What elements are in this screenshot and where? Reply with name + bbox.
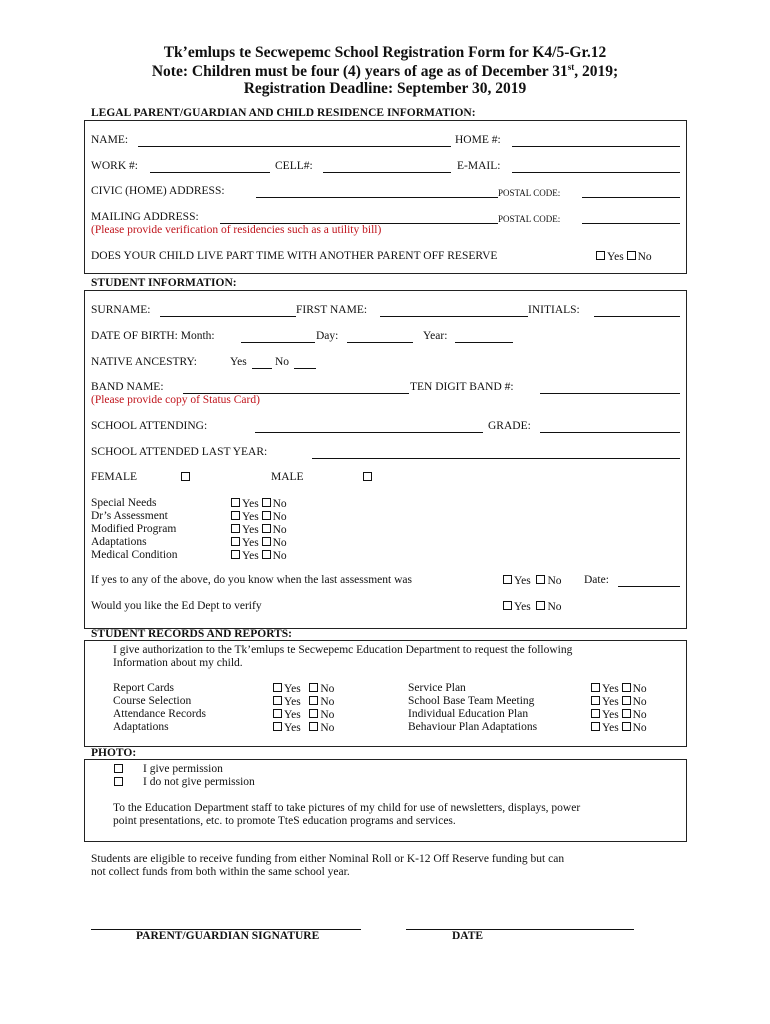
assessment-no-checkbox[interactable] [536, 575, 545, 584]
verify-no-checkbox[interactable] [536, 601, 545, 610]
record-item: School Base Team Meeting [408, 695, 535, 707]
need-label: Special Needs [91, 497, 157, 509]
surname-field[interactable] [160, 316, 296, 317]
band-name-label: BAND NAME: [91, 381, 164, 393]
photo-heading: PHOTO: [91, 747, 137, 759]
record-item: Individual Education Plan [408, 708, 529, 720]
school-attending-label: SCHOOL ATTENDING: [91, 420, 208, 432]
part-time-yes-checkbox[interactable] [596, 251, 605, 260]
date-label: DATE [452, 930, 484, 942]
record-options: Yes No [273, 696, 334, 709]
native-ancestry-label: NATIVE ANCESTRY: [91, 356, 197, 368]
dob-year-label: Year: [423, 330, 448, 342]
male-label: MALE [271, 471, 304, 483]
record-options: Yes No [591, 683, 647, 696]
female-label: FEMALE [91, 471, 137, 483]
school-last-year-label: SCHOOL ATTENDED LAST YEAR: [91, 446, 268, 458]
photo-paragraph: To the Education Department staff to take pictures of my child for use of newsletters, displays, power [113, 802, 581, 814]
iep-no-checkbox[interactable] [622, 709, 631, 718]
postal-code-field-1[interactable] [582, 197, 680, 198]
photo-give-option [114, 764, 125, 777]
photo-decline-option [114, 777, 125, 790]
cell-label: CELL#: [275, 160, 313, 172]
female-checkbox[interactable] [181, 472, 190, 481]
cell-field[interactable] [323, 172, 451, 173]
form-title: Tk’emlups te Secwepemc School Registration Form for K4/5-Gr.12 [163, 44, 607, 61]
first-name-label: FIRST NAME: [296, 304, 368, 316]
male-option [363, 472, 374, 485]
registration-deadline: Registration Deadline: September 30, 2019 [243, 80, 527, 97]
work-phone-field[interactable] [150, 172, 270, 173]
record-options: Yes No [273, 683, 334, 696]
assessment-question: If yes to any of the above, do you know when the last assessment was [91, 574, 412, 586]
record-item: Course Selection [113, 695, 192, 707]
modified-program-yes-checkbox[interactable] [231, 524, 240, 533]
need-label: Adaptations [91, 536, 147, 548]
adaptations-no-checkbox[interactable] [262, 537, 271, 546]
photo-decline-checkbox[interactable] [114, 777, 123, 786]
record-item: Behaviour Plan Adaptations [408, 721, 538, 733]
name-label: NAME: [91, 134, 129, 146]
residency-verification-note: (Please provide verification of residencies such as a utility bill) [91, 224, 382, 236]
native-no-label: No [275, 356, 290, 368]
home-phone-field[interactable] [512, 146, 680, 147]
grade-field[interactable] [540, 432, 680, 433]
record-options: Yes No [591, 709, 647, 722]
work-phone-label: WORK #: [91, 160, 138, 172]
need-options: Yes No [231, 511, 287, 524]
email-field[interactable] [512, 172, 680, 173]
record-item: Adaptations [113, 721, 169, 733]
need-label: Modified Program [91, 523, 177, 535]
special-needs-no-checkbox[interactable] [262, 498, 271, 507]
band-number-label: TEN DIGIT BAND #: [410, 381, 514, 393]
surname-label: SURNAME: [91, 304, 151, 316]
native-yes-field[interactable] [252, 368, 272, 369]
records-heading: STUDENT RECORDS AND REPORTS: [91, 628, 292, 640]
course-selection-yes-checkbox[interactable] [273, 696, 282, 705]
course-selection-no-checkbox[interactable] [309, 696, 318, 705]
special-needs-yes-checkbox[interactable] [231, 498, 240, 507]
verify-options: Yes No [503, 601, 562, 614]
male-checkbox[interactable] [363, 472, 372, 481]
part-time-options: Yes No [596, 251, 652, 264]
verify-question: Would you like the Ed Dept to verify [91, 600, 262, 612]
need-options: Yes No [231, 537, 287, 550]
dob-day-field[interactable] [347, 342, 413, 343]
signature-label: PARENT/GUARDIAN SIGNATURE [136, 930, 320, 942]
assessment-yes-checkbox[interactable] [503, 575, 512, 584]
photo-give-label: I give permission [143, 763, 223, 775]
funding-note: Students are eligible to receive funding from either Nominal Roll or K-12 Off Reserve funding but can [91, 853, 565, 865]
need-options: Yes No [231, 524, 287, 537]
student-heading: STUDENT INFORMATION: [91, 277, 237, 289]
dr-assessment-no-checkbox[interactable] [262, 511, 271, 520]
record-item: Attendance Records [113, 708, 206, 720]
civic-address-field[interactable] [256, 197, 498, 198]
date-line[interactable] [406, 929, 634, 930]
native-yes-label: Yes [230, 356, 247, 368]
part-time-question: DOES YOUR CHILD LIVE PART TIME WITH ANOTHER PARENT OFF RESERVE [91, 250, 498, 262]
postal-code-label-1: POSTAL CODE: [498, 188, 561, 198]
photo-decline-label: I do not give permission [143, 776, 255, 788]
initials-label: INITIALS: [528, 304, 580, 316]
dob-month-label: DATE OF BIRTH: Month: [91, 330, 215, 342]
record-adaptations-no-checkbox[interactable] [309, 722, 318, 731]
verify-yes-checkbox[interactable] [503, 601, 512, 610]
records-authorization: I give authorization to the Tk’emlups te Secwepemc Education Department to request the following [113, 644, 573, 656]
photo-paragraph-2: point presentations, etc. to promote TteS education programs and services. [113, 815, 456, 827]
report-cards-yes-checkbox[interactable] [273, 683, 282, 692]
record-options: Yes No [273, 709, 334, 722]
email-label: E-MAIL: [457, 160, 501, 172]
adaptations-yes-checkbox[interactable] [231, 537, 240, 546]
home-phone-label: HOME #: [455, 134, 501, 146]
mailing-address-label: MAILING ADDRESS: [91, 211, 199, 223]
record-options: Yes No [591, 696, 647, 709]
initials-field[interactable] [594, 316, 680, 317]
need-label: Medical Condition [91, 549, 178, 561]
service-plan-yes-checkbox[interactable] [591, 683, 600, 692]
female-option [181, 472, 192, 485]
school-attending-field[interactable] [255, 432, 483, 433]
name-field[interactable] [138, 146, 451, 147]
funding-note-2: not collect funds from both within the same school year. [91, 866, 350, 878]
medical-condition-yes-checkbox[interactable] [231, 550, 240, 559]
attendance-no-checkbox[interactable] [309, 709, 318, 718]
iep-yes-checkbox[interactable] [591, 709, 600, 718]
civic-address-label: CIVIC (HOME) ADDRESS: [91, 185, 225, 197]
dob-month-field[interactable] [241, 342, 315, 343]
record-item: Service Plan [408, 682, 466, 694]
attendance-yes-checkbox[interactable] [273, 709, 282, 718]
record-options: Yes No [273, 722, 334, 735]
age-note: Note: Children must be four (4) years of age as of December 31st, 2019; [151, 62, 619, 81]
need-options: Yes No [231, 550, 287, 563]
need-options: Yes No [231, 498, 287, 511]
native-no-field[interactable] [294, 368, 316, 369]
behaviour-plan-yes-checkbox[interactable] [591, 722, 600, 731]
report-cards-no-checkbox[interactable] [309, 683, 318, 692]
medical-condition-no-checkbox[interactable] [262, 550, 271, 559]
school-last-year-field[interactable] [312, 458, 680, 459]
postal-code-label-2: POSTAL CODE: [498, 214, 561, 224]
team-meeting-yes-checkbox[interactable] [591, 696, 600, 705]
behaviour-plan-no-checkbox[interactable] [622, 722, 631, 731]
record-item: Report Cards [113, 682, 175, 694]
part-time-no-checkbox[interactable] [627, 251, 636, 260]
photo-give-checkbox[interactable] [114, 764, 123, 773]
assessment-date-label: Date: [584, 574, 609, 586]
legal-heading: LEGAL PARENT/GUARDIAN AND CHILD RESIDENCE INFORMATION: [91, 107, 476, 119]
grade-label: GRADE: [488, 420, 531, 432]
records-authorization-2: Information about my child. [113, 657, 243, 669]
first-name-field[interactable] [380, 316, 528, 317]
dr-assessment-yes-checkbox[interactable] [231, 511, 240, 520]
status-card-note: (Please provide copy of Status Card) [91, 394, 260, 406]
assessment-date-field[interactable] [618, 586, 680, 587]
band-number-field[interactable] [540, 393, 680, 394]
assessment-options: Yes No [503, 575, 562, 588]
dob-day-label: Day: [316, 330, 339, 342]
service-plan-no-checkbox[interactable] [622, 683, 631, 692]
team-meeting-no-checkbox[interactable] [622, 696, 631, 705]
postal-code-field-2[interactable] [582, 223, 680, 224]
record-adaptations-yes-checkbox[interactable] [273, 722, 282, 731]
need-label: Dr’s Assessment [91, 510, 168, 522]
modified-program-no-checkbox[interactable] [262, 524, 271, 533]
dob-year-field[interactable] [455, 342, 513, 343]
record-options: Yes No [591, 722, 647, 735]
